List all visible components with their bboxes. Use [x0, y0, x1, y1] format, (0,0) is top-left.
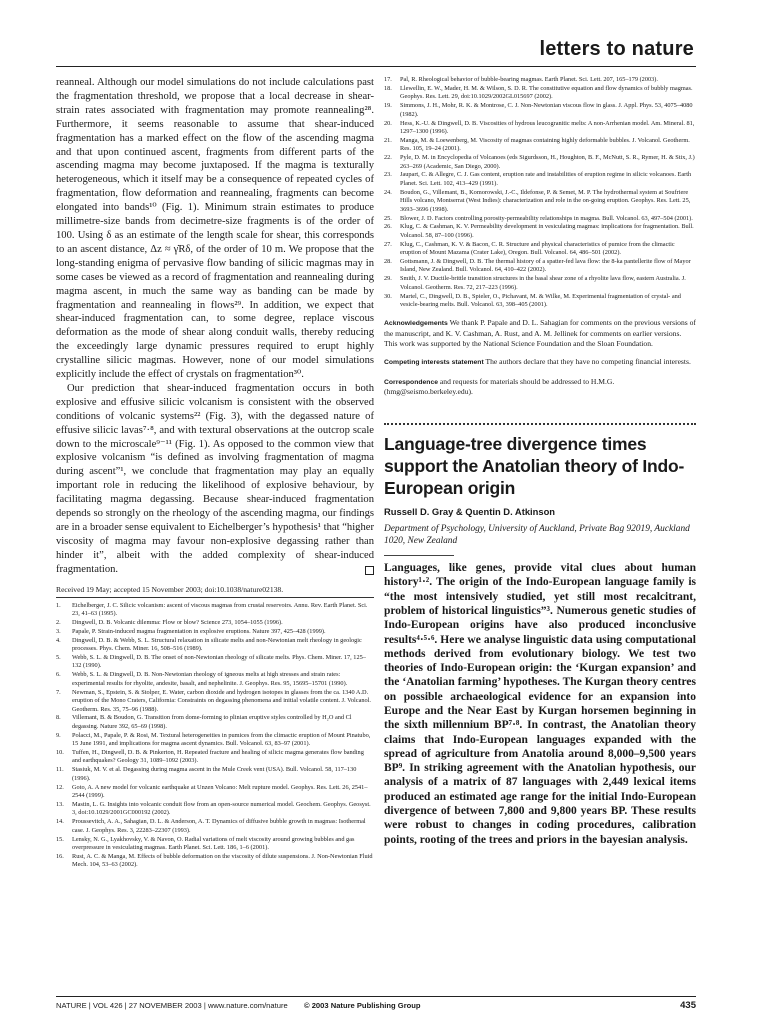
- reference-number: 25.: [384, 214, 392, 222]
- reference-item: [56, 818, 374, 835]
- reference-text: Llewellin, E. W., Mader, H. M. & Wilson, S. D. R. The constitutive equation and flow dynamics of bubbly magmas. Geophys. Res. Lett. 29, doi:10.1029/2002GL015697 (2002).: [400, 84, 693, 101]
- competing-text: The authors declare that they have no competing financial interests.: [483, 357, 691, 367]
- reference-text: Webb, S. L. & Dingwell, D. B. The onset of non-Newtonian rheology of silicate melts. Phys. Chem. Miner. 17, 125–132 (1990).: [72, 654, 366, 670]
- reference-number: 22.: [384, 154, 392, 162]
- reference-number: 10.: [56, 749, 64, 757]
- body-paragraph-2-text: Our prediction that shear-induced fragmentation occurs in both explosive and effusive silicic volcanism is consistent with the observed conditions of volcanic systems²² (Fig. 3), with the degassed nature of effusive silicic lavas⁷·⁸, and with textural observations at the outcrop scale down to the microscale⁹⁻¹¹ (Fig. 1). As opposed to the common view that explosive volcanism “is defined as involving fragmentation of magma during ascent”¹, we conclude that fragmentation may play an equally important role in reducing the likelihood of explosive behaviour, by facilitating magma degassing. Because shear-induced fragmentation depends so strongly on the rheology of the ascending magma, our findings are in a broader sense equivalent to Eichelberger’s hypothesis¹ that “higher viscosity of magma may favour non-explosive degassing rather than hinder it”, albeit with the added complexity of shear-induced fragmentation.: [56, 382, 374, 575]
- reference-text: Jaupart, C. & Allegre, C. J. Gas content, eruption rate and instabilities of eruption regime in silicic volcanoes. Earth Planet. Sci. Lett. 102, 413–429 (1991).: [400, 171, 692, 187]
- reference-number: 7.: [56, 688, 61, 696]
- reference-text: Tuffen, H., Dingwell, D. B. & Pinkerton, H. Repeated fracture and healing of silicic magma generates flow banding and earthquakes? Geology 31, 1089–1092 (2003).: [72, 749, 364, 765]
- reference-number: 3.: [56, 627, 61, 635]
- reference-text: Klug, C., Cashman, K. V. & Bacon, C. R. Structure and physical characteristics of pumice from the climactic eruption of Mount Mazama (Crater Lake), Oregon. Bull. Volcanol. 64, 486–501 (2002).: [400, 240, 675, 257]
- reference-item: [384, 154, 696, 171]
- reference-text: Blower, J. D. Factors controlling porosity-permeability relationships in magma. Bull. Volcanol. 63, 497–504 (2001).: [400, 214, 693, 222]
- reference-text: Klug, C. & Cashman, K. V. Permeability development in vesiculating magmas: implications for fragmentation. Bull. Volcanol. 58, 87–100 (1996).: [400, 223, 694, 239]
- footer-copyright: © 2003 Nature Publishing Group: [304, 1001, 421, 1010]
- reference-number: 19.: [384, 102, 392, 110]
- reference-item: [56, 671, 374, 688]
- acknowledgements-label: Acknowledgements: [384, 320, 448, 328]
- correspondence-text: and requests for materials should be addressed to H.M.G. (hmg@seismo.berkeley.edu).: [384, 376, 615, 397]
- reference-item: [56, 637, 374, 654]
- reference-item: [56, 784, 374, 801]
- correspondence: [384, 377, 696, 397]
- reference-item: [56, 732, 374, 749]
- reference-number: 14.: [56, 818, 64, 826]
- reference-number: 30.: [384, 292, 392, 300]
- reference-item: [56, 853, 374, 870]
- reference-text: Lensky, N. G., Lyakhovsky, V. & Navon, O. Radial variations of melt viscosity around growing bubbles and gas overpressure in vesiculating magmas. Earth Planet. Sci. Lett. 186, 1–6 (2001).: [72, 835, 355, 851]
- article-authors: Russell D. Gray & Quentin D. Atkinson: [384, 506, 556, 518]
- article-title: Language-tree divergence times support the Anatolian theory of Indo-European origin: [384, 434, 685, 499]
- reference-text: Newman, S., Epstein, S. & Stolper, E. Water, carbon dioxide and hydrogen isotopes in glasses from the ca. 1340 A.D. eruption of the Mono Craters, California: Constraints on degassing phenomena and initial volatile content. J. Volcanol. Geotherm. Res. 35, 75–96 (1988).: [72, 688, 371, 713]
- article-divider: [384, 423, 696, 425]
- reference-item: [56, 654, 374, 671]
- reference-text: Boudon, G., Villemant, B., Komorowski, J.-C., Ildefonse, P. & Semet, M. P. The hydrothermal system at Soufriere Hills volcano, Montserrat (West Indies): characterization and role in the on-going eruption. Geophys. Res. Lett. 25, 3693–3696 (1998).: [400, 188, 691, 213]
- reference-list-left: [56, 602, 374, 870]
- reference-item: [384, 293, 696, 310]
- reference-text: Smith, J. V. Ductile-brittle transition structures in the basal shear zone of a rhyolite lava flow, eastern Australia. J. Volcanol. Geotherm. Res. 72, 217–223 (1996).: [400, 275, 686, 291]
- reference-number: 1.: [56, 601, 61, 609]
- reference-item: [56, 766, 374, 783]
- reference-number: 27.: [384, 240, 392, 248]
- reference-number: 11.: [56, 766, 64, 774]
- reference-number: 29.: [384, 275, 392, 283]
- reference-text: Pyle, D. M. in Encyclopedia of Volcanoes (eds Sigurdsson, H., Houghton, B. F., McNutt, S. R., Rymer, H. & Stix, J.) 263–269 (Academic, San Diego, 2000).: [400, 154, 695, 170]
- reference-text: Proussevitch, A. A., Sahagian, D. L. & Anderson, A. T. Dynamics of diffusive bubble growth in magmas: Isothermal case. J. Geophys. Res. 3, 22283–22307 (1993).: [72, 818, 366, 834]
- reference-text: Pal, R. Rheological behavior of bubble-bearing magmas. Earth Planet. Sci. Lett. 207, 165–179 (2003).: [400, 76, 658, 83]
- footer-citation: NATURE | VOL 426 | 27 NOVEMBER 2003 | www.nature.com/nature: [56, 1001, 288, 1010]
- reference-item: [384, 102, 696, 119]
- reference-number: 28.: [384, 258, 392, 266]
- reference-number: 21.: [384, 136, 392, 144]
- reference-text: Martel, C., Dingwell, D. B., Spieler, O., Pichavant, M. & Wilke, M. Experimental fragmentation of crystal- and vesicle-bearing melts. Bull. Volcanol. 63, 398–405 (2001).: [400, 292, 681, 309]
- reference-number: 24.: [384, 188, 392, 196]
- reference-item: [56, 836, 374, 853]
- article-abstract: Languages, like genes, provide vital clues about human history¹·². The origin of the Indo-European language family is “the most intensively studied, yet still most recalcitrant, problem of historical linguistics”³. Numerous genetic studies of Indo-European origins have also produced inconclusive results⁴·⁵·⁶. Here we analyse linguistic data using computational methods derived from evolutionary biology. We test two theories of Indo-European origin: the ‘Kurgan expansion’ and the ‘Anatolian farming’ hypotheses. The Kurgan theory centres on possible archaeological evidence for an expansion into Europe and the Near East by Kurgan horsemen beginning in the sixth millennium BP⁷·⁸. In contrast, the Anatolian theory claims that Indo-European languages expanded with the spread of agriculture from Anatolia around 8,000–9,500 years BP⁹. In striking agreement with the Anatolian hypothesis, our analysis of a matrix of 87 languages with 2,449 lexical items produced an estimated age range for the initial Indo-European divergence of between 7,800 and 9,800 years BP. These results were robust to changes in coding procedures, calibration points, rooting of the trees and priors in the bayesian analysis.: [384, 562, 696, 846]
- reference-number: 9.: [56, 731, 61, 739]
- reference-item: [384, 85, 696, 102]
- body-paragraph-1: reanneal. Although our model simulations do not include calculations past the fragmentation threshold, we propose that a local decrease in shear-strain rates associated with fragmentation may promote reannealing²⁸. Furthermore, it seems reasonable to assume that shear-induced fragmentation has a marked effect on the flow of the ascending magma and that upon continued ascent, fragments from different parts of the ascending magma may become juxtaposed. If the magma is texturally heterogeneous, which it itself may be a consequence of repeated cycles of fragmentation, flow deformation and reannealing, fragments can become elongated into bands¹⁰ (Fig. 1). Minimum strain estimates to produce millimetre-size bands from decimetre-size fragments is of the order of 100. Using δ as an estimate of the length scale for shear, this corresponds to an ascent distance, Δz ≈ γ̇Rδ, of the order of 10 m. We propose that the long-standing enigma of pervasive flow banding of silicic magmas may in some cases be viewed as a record of fragmentation and reannealing during magma ascent, in much the same way as banding can be made by fragmentation and reannealing in flows²⁹. In addition, we expect that shear-induced fragmentation can, to some degree, replace viscous deformation as the mode of shear along conduit walls, thereby reducing the exceedingly large dynamic pressures required to erupt highly crystalline silicic magmas. However, none of our model simulations explicitly include the effect of crystals on fragmentation³⁰.: [56, 77, 374, 381]
- reference-number: 2.: [56, 618, 61, 626]
- reference-item: [56, 602, 374, 619]
- page-number: 435: [680, 1000, 696, 1011]
- end-mark-icon: [365, 566, 374, 575]
- body-text: [56, 76, 374, 577]
- acknowledgements: [384, 318, 696, 348]
- reference-item: [384, 189, 696, 214]
- reference-item: [56, 714, 374, 731]
- body-paragraph-2: [56, 382, 374, 577]
- affiliation-rule: [384, 555, 454, 556]
- reference-item: [384, 76, 696, 84]
- reference-item: [56, 749, 374, 766]
- reference-item: [384, 137, 696, 154]
- reference-item: [56, 801, 374, 818]
- reference-number: 23.: [384, 171, 392, 179]
- reference-item: [56, 689, 374, 714]
- reference-text: Papale, P. Strain-induced magma fragmentation in explosive eruptions. Nature 397, 425–428 (1999).: [72, 627, 326, 635]
- reference-number: 13.: [56, 800, 64, 808]
- competing-interests: [384, 357, 696, 368]
- reference-number: 6.: [56, 671, 61, 679]
- reference-number: 15.: [56, 835, 64, 843]
- reference-text: Hess, K.-U. & Dingwell, D. B. Viscosities of hydrous leucogranitic melts: A non-Arrhenian model. Am. Mineral. 81, 1297–1300 (1996).: [400, 119, 695, 135]
- reference-text: Villemant, B. & Boudon, G. Transition from dome-forming to plinian eruptive styles controlled by H₂O and Cl degassing. Nature 392, 65–69 (1998).: [72, 714, 352, 730]
- right-column: [384, 76, 696, 847]
- reference-number: 17.: [384, 76, 392, 83]
- competing-label: Competing interests statement: [384, 359, 484, 367]
- reference-number: 16.: [56, 852, 64, 860]
- reference-number: 8.: [56, 714, 61, 722]
- reference-item: [384, 241, 696, 258]
- header-rule: [56, 66, 696, 67]
- reference-number: 12.: [56, 783, 64, 791]
- reference-text: Dingwell, D. B. & Webb, S. L. Structural relaxation in silicate melts and non-Newtonian melt rheology in geologic processes. Phys. Chem. Miner. 16, 508–516 (1989).: [72, 636, 362, 653]
- reference-item: [384, 258, 696, 275]
- reference-text: Eichelberger, J. C. Silicic volcanism: ascent of viscous magmas from crustal reservoirs. Annu. Rev. Earth Planet. Sci. 23, 41–63 (1995).: [72, 601, 368, 618]
- reference-item: [56, 619, 374, 627]
- reference-number: 20.: [384, 119, 392, 127]
- reference-item: [384, 275, 696, 292]
- reference-text: Stasiuk, M. V. et al. Degassing during magma ascent in the Mule Creek vent (USA). Bull. Volcanol. 58, 117–130 (1996).: [72, 766, 357, 782]
- reference-item: [384, 215, 696, 223]
- reference-text: Gottsmann, J. & Dingwell, D. B. The thermal history of a spatter-fed lava flow: the 8-ka pantellerite flow of Mayor Island, New Zealand. Bull. Volcanol. 64, 410–422 (2002).: [400, 258, 691, 274]
- left-column: [56, 76, 374, 870]
- reference-text: Goto, A. A new model for volcanic earthquake at Unzen Volcano: Melt rupture model. Geophys. Res. Lett. 26, 2541–2544 (1999).: [72, 783, 368, 800]
- reference-number: 26.: [384, 223, 392, 231]
- reference-number: 4.: [56, 636, 61, 644]
- reference-text: Webb, S. L. & Dingwell, D. B. Non-Newtonian rheology of igneous melts at high stresses and strain rates: experimental results for rhyolite, andesite, basalt, and nephelinite. J. Geophys. Res. 95, 15695–15701 (1990).: [72, 671, 348, 687]
- received-line: Received 19 May; accepted 15 November 2003; doi:10.1038/nature02138.: [56, 585, 374, 598]
- reference-text: Manga, M. & Loewenberg, M. Viscosity of magmas containing highly deformable bubbles. J. Volcanol. Geotherm. Res. 105, 19–24 (2001).: [400, 136, 690, 153]
- reference-text: Polacci, M., Papale, P. & Rosi, M. Textural heterogeneities in pumices from the climactic eruption of Mount Pinatubo, 15 June 1991, and implications for magma ascent dynamics. Bull. Volcanol. 63, 83–97 (2001).: [72, 731, 371, 748]
- reference-item: [384, 120, 696, 137]
- reference-number: 18.: [384, 84, 392, 92]
- reference-text: Rust, A. C. & Manga, M. Effects of bubble deformation on the viscosity of dilute suspensions. J. Non-Newtonian Fluid Mech. 104, 53–63 (2002).: [72, 852, 373, 869]
- reference-item: [384, 171, 696, 188]
- reference-item: [384, 223, 696, 240]
- reference-number: 5.: [56, 654, 61, 662]
- acknowledgements-text: We thank P. Papale and D. L. Sahagian for comments on the previous versions of the manuscript, and K. V. Cashman, A. Rust, and A. M. Jellinek for comments on earlier versions. This work was supported by the National Science Foundation and the Sloan Foundation.: [384, 318, 696, 348]
- reference-list-right: [384, 76, 696, 309]
- reference-text: Mastin, L. G. Insights into volcanic conduit flow from an open-source numerical model. Geochem. Geophys. Geosyst. 3, doi:10.1029/2001GC000192 (2002).: [72, 800, 371, 817]
- reference-text: Dingwell, D. B. Volcanic dilemma: Flow or blow? Science 273, 1054–1055 (1996).: [72, 618, 283, 626]
- article-affiliation: Department of Psychology, University of Auckland, Private Bag 92019, Auckland 1020, New Zealand: [384, 524, 690, 546]
- page-footer: [56, 996, 696, 1011]
- reference-item: [56, 628, 374, 636]
- journal-section-title: letters to nature: [539, 38, 694, 60]
- correspondence-label: Correspondence: [384, 378, 439, 386]
- reference-text: Simmons, J. H., Mohr, R. K. & Montrose, C. J. Non-Newtonian viscous flow in glass. J. Appl. Phys. 53, 4075–4080 (1982).: [400, 102, 693, 118]
